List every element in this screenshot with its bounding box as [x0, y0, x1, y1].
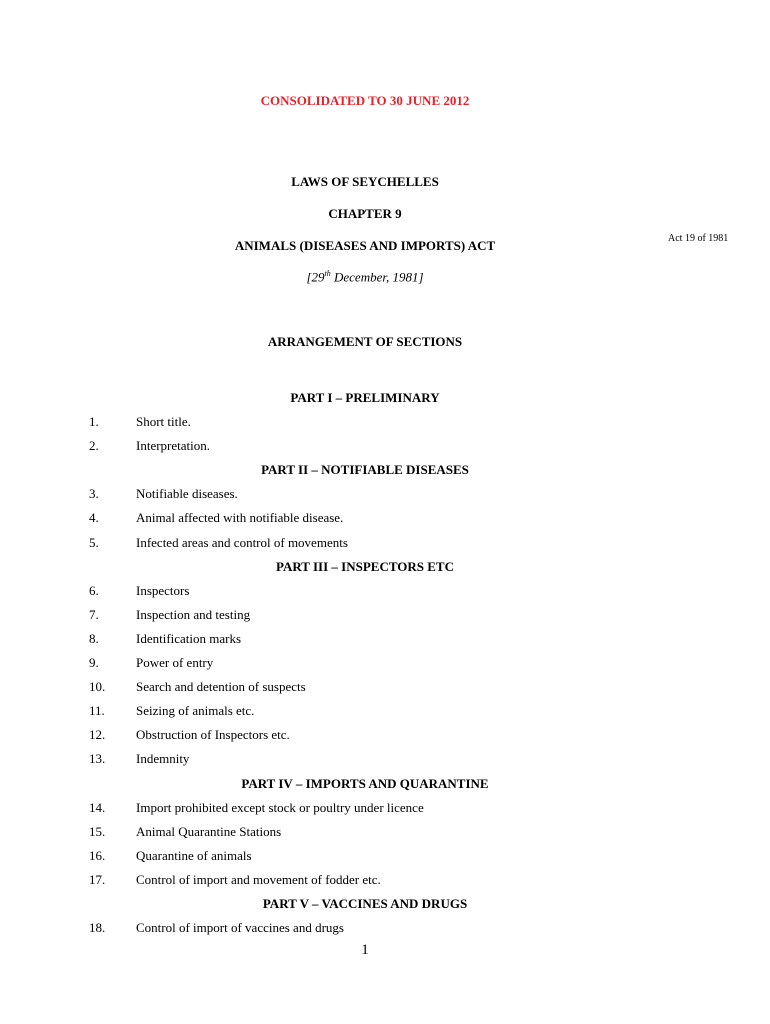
section-number: 8.	[89, 630, 99, 646]
act-date	[0, 269, 730, 285]
part-heading: PART IV – IMPORTS AND QUARANTINE	[241, 775, 489, 791]
section-entry	[0, 723, 770, 747]
section-entry	[0, 844, 770, 868]
section-entry	[0, 675, 770, 699]
laws-heading: LAWS OF SEYCHELLES	[291, 174, 439, 189]
section-entry	[0, 699, 770, 723]
part-heading: PART II – NOTIFIABLE DISEASES	[261, 462, 469, 478]
section-number: 17.	[89, 871, 106, 887]
section-title: Interpretation.	[136, 438, 210, 454]
section-title: Seizing of animals etc.	[136, 703, 255, 719]
section-entry	[0, 627, 770, 651]
section-entry	[0, 868, 770, 892]
section-number: 10.	[89, 679, 106, 695]
section-title: Inspection and testing	[136, 606, 251, 622]
section-entry	[0, 916, 770, 940]
section-number: 15.	[89, 823, 106, 839]
section-number: 11.	[89, 703, 105, 719]
section-number: 7.	[89, 606, 99, 622]
act-date-ordinal: th	[324, 269, 331, 278]
section-number: 12.	[89, 727, 106, 743]
section-entry	[0, 796, 770, 820]
section-number: 9.	[89, 655, 99, 671]
sections-list	[0, 386, 770, 940]
section-entry	[0, 506, 770, 530]
part-heading: PART V – VACCINES AND DRUGS	[262, 895, 468, 911]
section-entry	[0, 651, 770, 675]
act-date-prefix: [29	[306, 269, 325, 285]
section-entry	[0, 820, 770, 844]
section-title: Control of import of vaccines and drugs	[136, 920, 344, 936]
chapter-heading: CHAPTER 9	[328, 206, 402, 221]
section-title: Indemnity	[136, 751, 190, 767]
section-number: 16.	[89, 847, 106, 863]
part-heading: PART I – PRELIMINARY	[290, 390, 440, 405]
consolidation-notice: CONSOLIDATED TO 30 JUNE 2012	[260, 93, 470, 108]
section-title: Infected areas and control of movements	[136, 534, 348, 550]
section-title: Inspectors	[136, 582, 190, 598]
section-title: Control of import and movement of fodder etc.	[136, 871, 381, 887]
section-number: 3.	[89, 486, 99, 502]
section-entry	[0, 410, 770, 434]
section-title: Notifiable diseases.	[136, 486, 238, 502]
margin-note: Act 19 of 1981	[668, 233, 729, 244]
section-number: 14.	[89, 799, 106, 815]
section-number: 13.	[89, 751, 106, 767]
section-number: 1.	[89, 414, 99, 430]
section-title: Identification marks	[136, 630, 242, 646]
section-number: 2.	[89, 438, 99, 454]
section-entry	[0, 531, 770, 555]
section-entry	[0, 482, 770, 506]
section-title: Import prohibited except stock or poultry under licence	[136, 799, 424, 815]
section-entry	[0, 579, 770, 603]
section-entry	[0, 747, 770, 771]
act-title: ANIMALS (DISEASES AND IMPORTS) ACT	[234, 238, 496, 253]
part-heading: PART III – INSPECTORS ETC	[276, 558, 454, 574]
section-number: 5.	[89, 534, 99, 550]
section-title: Quarantine of animals	[136, 847, 252, 863]
section-title: Power of entry	[136, 655, 214, 671]
section-entry	[0, 603, 770, 627]
arrangement-heading: ARRANGEMENT OF SECTIONS	[267, 334, 463, 349]
section-title: Short title.	[136, 414, 191, 430]
section-entry	[0, 434, 770, 458]
section-title: Animal affected with notifiable disease.	[136, 510, 344, 526]
section-number: 4.	[89, 510, 99, 526]
section-number: 6.	[89, 582, 99, 598]
section-number: 18.	[89, 920, 106, 936]
section-title: Animal Quarantine Stations	[136, 823, 282, 839]
page-number: 1	[361, 942, 369, 958]
section-title: Search and detention of suspects	[136, 679, 306, 695]
section-title: Obstruction of Inspectors etc.	[136, 727, 290, 743]
act-date-suffix: December, 1981]	[330, 269, 424, 285]
